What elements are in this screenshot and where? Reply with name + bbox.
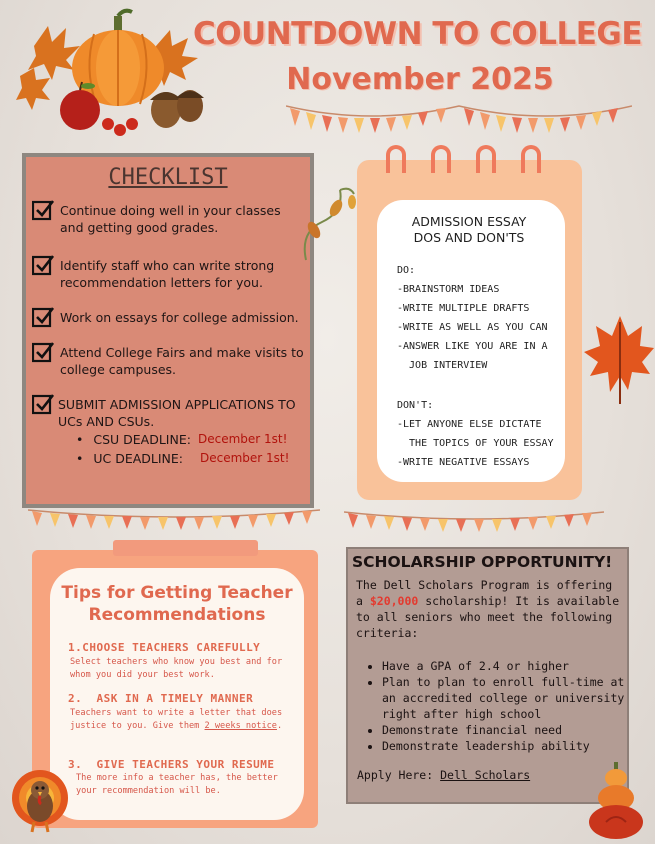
apply-label: Apply Here:	[357, 768, 434, 782]
bunting-decoration-middle-left	[28, 506, 320, 538]
scholarship-criteria-list	[358, 658, 628, 754]
checklist-item-text: Attend College Fairs and make visits to college campuses.	[60, 345, 304, 377]
tip-body: The more info a teacher has, the better your recommendation will be.	[76, 773, 278, 796]
tip-body	[70, 707, 290, 732]
dell-scholars-link[interactable]: Dell Scholars	[440, 768, 531, 782]
checklist-title: CHECKLIST	[108, 165, 228, 190]
essay-dont-item: THE TOPICS OF YOUR ESSAY	[397, 438, 554, 449]
tips-card-tab	[113, 540, 258, 556]
deadline-date: December 1st!	[198, 432, 288, 446]
checkbox-checked-icon	[32, 341, 54, 363]
deadline-label: UC DEADLINE:	[93, 451, 184, 466]
tip-heading: 2. ASK IN A TIMELY MANNER	[68, 692, 254, 705]
deadline-label: CSU DEADLINE:	[93, 432, 191, 447]
turkey-image	[8, 764, 72, 836]
essay-do-item: -ANSWER LIKE YOU ARE IN A	[397, 341, 548, 352]
scholarship-criterion: • Demonstrate leadership ability	[382, 738, 628, 754]
checkbox-checked-icon	[32, 306, 54, 328]
checklist-item-text: Identify staff who can write strong recommendation letters for you.	[60, 258, 275, 290]
scholarship-criterion: • Plan to plan to enroll full-time at an accredited college or university right after high school	[382, 674, 628, 722]
checkbox-checked-icon	[32, 199, 54, 221]
tip-body: Select teachers who know you best and for whom you did your best work.	[70, 657, 283, 680]
essay-dont-label: DON'T:	[397, 400, 434, 411]
maple-leaf-image	[580, 312, 655, 407]
vine-leaves-image	[296, 182, 358, 262]
bunting-decoration-top	[286, 100, 632, 138]
scholarship-criterion: • Have a GPA of 2.4 or higher	[382, 658, 628, 674]
checklist-item-text: Continue doing well in your classes and getting good grades.	[60, 203, 281, 235]
tips-title: Tips for Getting Teacher Recommendations	[61, 583, 293, 625]
bunting-decoration-middle-right	[344, 508, 604, 538]
checkbox-checked-icon	[32, 393, 54, 415]
tip-body-text: .	[276, 720, 283, 731]
scholarship-title: SCHOLARSHIP OPPORTUNITY!	[352, 553, 613, 571]
essay-do-item: -WRITE MULTIPLE DRAFTS	[397, 303, 530, 314]
page-title: COUNTDOWN TO COLLEGE	[192, 16, 643, 52]
notepad-ring	[521, 145, 541, 173]
essay-dont-item: -WRITE NEGATIVE ESSAYS	[397, 457, 530, 468]
tip-heading: 3. GIVE TEACHERS YOUR RESUME	[68, 758, 275, 771]
scholarship-criterion: • Demonstrate financial need	[382, 722, 628, 738]
tip-heading: 1.CHOOSE TEACHERS CAREFULLY	[68, 641, 261, 654]
notepad-ring	[431, 145, 451, 173]
checkbox-checked-icon	[32, 254, 54, 276]
essay-do-item: -BRAINSTORM IDEAS	[397, 284, 500, 295]
tip-body-underlined: 2 weeks notice	[204, 720, 277, 731]
deadline-date: December 1st!	[200, 451, 290, 465]
notepad-ring	[476, 145, 496, 173]
essay-do-item: JOB INTERVIEW	[397, 360, 488, 371]
deadline-row-csu	[76, 432, 306, 447]
checklist-item-text: Work on essays for college admission.	[60, 310, 299, 325]
essay-title-line: DOS AND DON'TS	[413, 230, 525, 245]
scholarship-intro	[356, 577, 626, 641]
essay-dont-item: -LET ANYONE ELSE DICTATE	[397, 419, 542, 430]
essay-do-item: -WRITE AS WELL AS YOU CAN	[397, 322, 548, 333]
scholarship-amount: $20,000	[369, 594, 419, 608]
notepad-ring	[386, 145, 406, 173]
scholarship-apply	[357, 768, 530, 782]
essay-title-line: ADMISSION ESSAY	[411, 214, 527, 229]
stacked-pumpkins-image	[586, 762, 646, 840]
scholarship-intro-text: scholarship! It is available to all seniors who meet the following criteria:	[356, 594, 620, 640]
scholarship-intro-text: The Dell Scholars Program is offering a	[356, 578, 613, 608]
essay-title	[385, 214, 553, 246]
checklist-item-text: SUBMIT ADMISSION APPLICATIONS TO UCs AND CSUs.	[58, 397, 296, 429]
bullet: •	[76, 432, 84, 447]
bullet: •	[76, 451, 84, 466]
page-subtitle-month: November 2025	[286, 62, 554, 97]
deadline-row-uc	[76, 451, 306, 466]
autumn-pumpkin-cluster-image	[14, 6, 214, 141]
essay-do-label: DO:	[397, 265, 416, 276]
tip-body-text: Teachers want to write a letter that does justice to you. Give them	[70, 708, 283, 731]
